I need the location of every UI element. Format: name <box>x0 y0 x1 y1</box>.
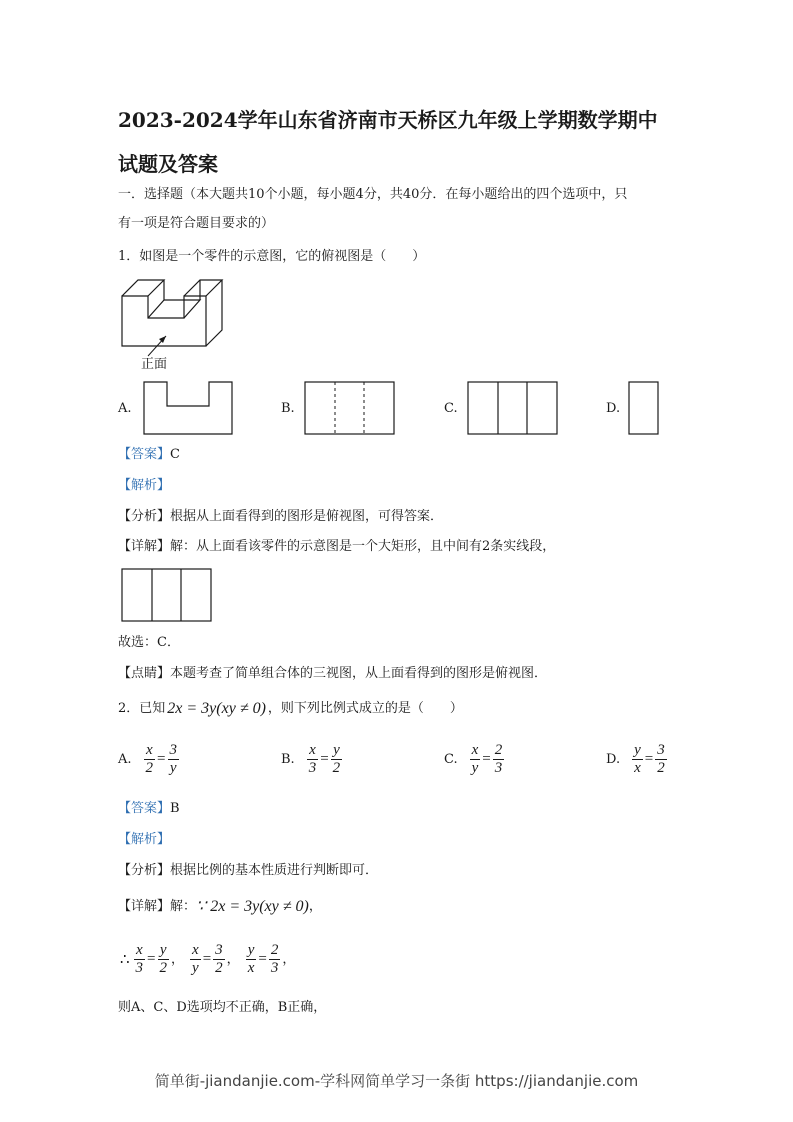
separator: ， <box>282 951 296 967</box>
frac-numerator: x <box>309 742 316 758</box>
q2-xiangjie-post: ， <box>308 899 322 914</box>
q2-option-b-frac1 <box>307 742 319 777</box>
equals-sign: = <box>157 751 166 767</box>
q1-answer-tag: 【答案】 <box>118 447 171 462</box>
q2-xiangjie <box>118 898 322 916</box>
frac-denominator: 3 <box>308 760 317 776</box>
q1-dianjing <box>118 665 547 683</box>
frac-numerator: y <box>159 942 167 958</box>
frac-denominator: y <box>169 760 177 776</box>
frac-numerator: 3 <box>657 742 665 758</box>
q2-xiangjie-math: ∵ 2x = 3y(xy ≠ 0) <box>196 898 309 915</box>
frac-denominator: 3 <box>270 960 279 976</box>
frac-denominator: x <box>634 760 641 776</box>
front-label: 正面 <box>141 357 168 372</box>
q1-conclusion: 故选：C． <box>118 635 180 650</box>
q2-option-c-label: C. <box>444 752 458 767</box>
q1-fenxi <box>118 508 443 526</box>
q2-steps <box>118 942 295 977</box>
q2-fenxi <box>118 862 378 880</box>
q2-xiangjie-pre: 解： <box>170 899 197 914</box>
q1-fenxi-tag: 【分析】 <box>118 509 171 524</box>
frac-numerator: x <box>192 942 199 958</box>
frac-numerator: y <box>634 742 641 758</box>
q2-option-b-frac2 <box>331 742 343 777</box>
equals-sign: = <box>202 951 212 967</box>
frac-denominator: 2 <box>159 960 168 976</box>
q1-option-c-figure <box>467 381 559 436</box>
q1-analysis-tag: 【解析】 <box>118 478 171 493</box>
frac-denominator: 3 <box>135 960 144 976</box>
section-heading-cont: 有一项是符合题目要求的） <box>118 216 275 231</box>
frac-numerator: 3 <box>169 742 177 758</box>
equals-sign: = <box>482 751 491 767</box>
separator: ， <box>171 951 185 967</box>
q1-option-b-label: B. <box>281 401 295 416</box>
q2-option-c-frac2 <box>493 742 505 777</box>
q2-option-d-frac1 <box>632 742 643 777</box>
q1-option-d-figure <box>628 381 660 436</box>
frac-denominator: 2 <box>145 760 154 776</box>
q2-step3-frac1 <box>246 942 257 977</box>
q2-xiangjie-tag: 【详解】 <box>118 899 171 914</box>
frac-denominator: y <box>471 760 479 776</box>
q2-option-b-label: B. <box>281 752 295 767</box>
separator: ， <box>226 951 240 967</box>
frac-numerator: 2 <box>494 742 503 758</box>
doc-title-line2: 试题及答案 <box>118 152 218 176</box>
q2-option-b <box>281 742 342 777</box>
frac-numerator: 3 <box>215 942 223 958</box>
q2-stem-pre: 2．已知 <box>118 701 166 716</box>
q1-option-c-label: C. <box>444 401 458 416</box>
q1-answer-value: C <box>170 447 180 462</box>
q2-fenxi-text: 根据比例的基本性质进行判断即可． <box>170 863 379 878</box>
frac-denominator: 3 <box>494 760 503 776</box>
q1-xiangjie <box>118 538 555 556</box>
q2-option-d-frac2 <box>655 742 667 777</box>
frac-numerator: 2 <box>270 942 279 958</box>
frac-denominator: x <box>247 960 255 976</box>
frac-denominator: 2 <box>332 760 341 776</box>
q1-fenxi-text: 根据从上面看得到的图形是俯视图，可得答案． <box>170 509 444 524</box>
q2-fenxi-tag: 【分析】 <box>118 863 171 878</box>
equals-sign: = <box>147 951 156 967</box>
q1-option-b-figure <box>304 381 396 436</box>
q2-step1-frac2 <box>158 942 170 977</box>
frac-denominator: y <box>192 960 199 976</box>
q2-stem <box>118 700 463 718</box>
q2-option-d-label: D. <box>606 752 621 767</box>
frac-denominator: 2 <box>215 960 223 976</box>
q2-option-a <box>118 742 179 777</box>
frac-denominator: 2 <box>657 760 665 776</box>
q1-part-figure <box>118 276 228 366</box>
q2-answer-value: B <box>170 801 180 816</box>
q1-xiangjie-tag: 【详解】 <box>118 539 171 554</box>
q1-answer <box>118 446 180 464</box>
equals-sign: = <box>320 751 329 767</box>
q2-option-c <box>444 742 504 777</box>
section-heading: 一．选择题（本大题共10个小题，每小题4分，共40分．在每小题给出的四个选项中，只 <box>118 187 628 202</box>
q2-last-line: 则A、C、D选项均不正确，B正确， <box>118 1000 327 1015</box>
q2-stem-math: 2x = 3y(xy ≠ 0) <box>167 700 266 717</box>
q2-step2-frac2 <box>213 942 225 977</box>
q2-answer <box>118 800 180 818</box>
q1-dianjing-tag: 【点睛】 <box>118 666 171 681</box>
q1-option-a-figure <box>143 381 235 436</box>
frac-numerator: x <box>471 742 479 758</box>
frac-numerator: x <box>135 942 143 958</box>
therefore-symbol: ∴ <box>120 952 130 968</box>
frac-numerator: x <box>145 742 153 758</box>
q2-option-a-frac2 <box>168 742 180 777</box>
q2-answer-tag: 【答案】 <box>118 801 171 816</box>
q2-stem-post: ，则下列比例式成立的是（ ） <box>267 701 463 716</box>
q1-option-d-label: D. <box>606 401 621 416</box>
q2-option-a-frac1 <box>144 742 156 777</box>
q2-step2-frac1 <box>190 942 201 977</box>
q2-step1-frac1 <box>134 942 146 977</box>
q2-option-a-label: A. <box>118 752 132 767</box>
q1-option-a-label: A. <box>118 401 132 416</box>
equals-sign: = <box>644 751 654 767</box>
q1-xiangjie-text: 解：从上面看该零件的示意图是一个大矩形，且中间有2条实线段， <box>170 539 556 554</box>
q1-dianjing-text: 本题考查了简单组合体的三视图，从上面看得到的图形是俯视图． <box>170 666 548 681</box>
frac-numerator: y <box>247 942 255 958</box>
q2-option-d <box>606 742 667 777</box>
page-footer: 简单街-jiandanjie.com-学科网简单学习一条街 https://jiandanjie.com <box>154 1072 639 1090</box>
q1-solution-figure <box>121 568 213 623</box>
frac-numerator: y <box>333 742 340 758</box>
doc-title-line1: 2023-2024学年山东省济南市天桥区九年级上学期数学期中 <box>118 108 658 132</box>
q2-step3-frac2 <box>269 942 281 977</box>
q2-option-c-frac1 <box>470 742 481 777</box>
equals-sign: = <box>258 951 267 967</box>
q1-stem: 1．如图是一个零件的示意图，它的俯视图是（ ） <box>118 249 426 264</box>
q2-analysis-tag: 【解析】 <box>118 832 171 847</box>
